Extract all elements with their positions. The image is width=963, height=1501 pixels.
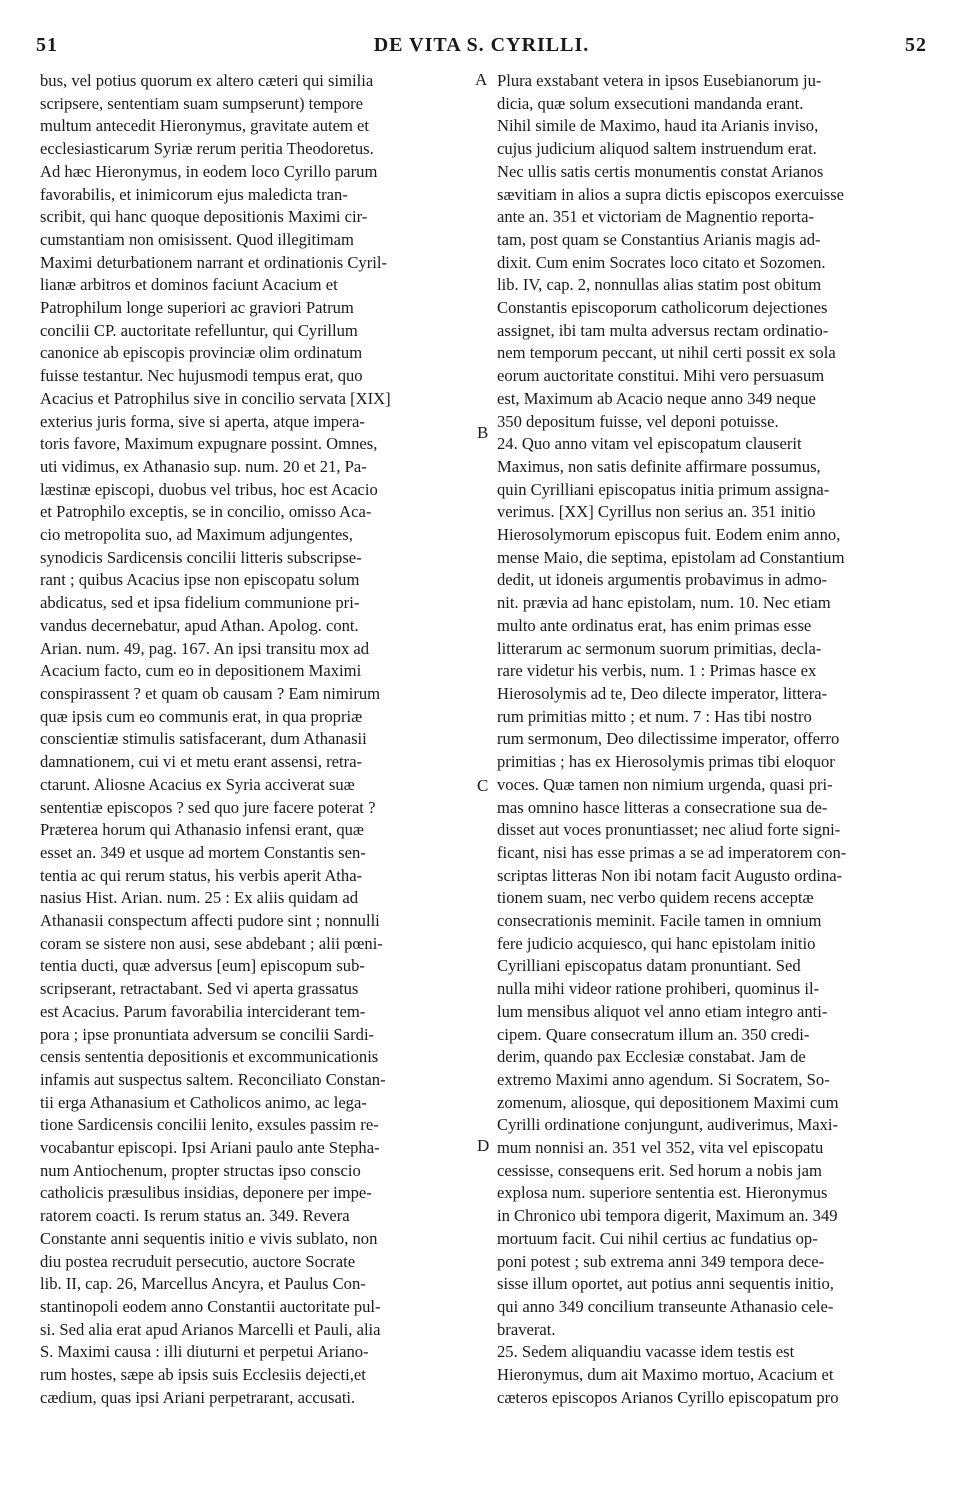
text-line: scriptas litteras Non ibi notam facit Augusto ordina- [497,865,843,885]
text-line: in Chronico ubi tempora digerit, Maximum an. 349 [497,1206,838,1226]
text-line: tione Sardicensis concilii lenito, exsules passim re- [40,1115,379,1135]
text-line: Cyrilliani episcopatus datam pronuntiant. Sed [497,956,801,976]
text-line: verimus. [XX] Cyrillus non serius an. 351 initio [497,502,816,522]
text-line: Plura exstabant vetera in ipsos Eusebianorum ju- [497,71,822,90]
text-line: explosa num. superiore sententia est. Hieronymus [497,1183,828,1203]
text-line: consecrationis meminit. Facile tamen in omnium [497,911,822,931]
text-line: pora ; ipse pronuntiata adversum se concilii Sardi- [40,1024,375,1044]
text-line: censis sententia depositionis et excommunicationis [40,1047,379,1067]
text-line: uti vidimus, ex Athanasio sup. num. 20 et 21, Pa- [40,456,367,476]
text-line: stantinopoli eodem anno Constantii auctoritate pul- [40,1296,381,1316]
text-line: catholicis præsulibus insidias, deponere per impe- [40,1183,372,1203]
text-line: ratorem coacti. Is rerum status an. 349. Revera [40,1206,350,1226]
text-line: nulla mihi videor ratione prohiberi, quominus il- [497,979,820,999]
text-line: lib. IV, cap. 2, nonnullas alias statim post obitum [497,275,822,295]
text-line: Ad hæc Hieronymus, in eodem loco Cyrillo parum [40,161,378,181]
text-line: infamis aut suspectus saltem. Reconciliato Constan- [40,1069,386,1089]
text-line: sententiæ episcopos ? sed quo jure facere poterat ? [40,797,376,817]
text-line: assignet, ibi tam multa adversus rectam ordinatio- [497,320,829,340]
text-line: Arian. num. 49, pag. 167. An ipsi transitu mox ad [40,638,370,658]
text-line: Nec ullis satis certis monumentis constat Arianos [497,161,824,181]
text-line: rum hostes, sæpe ab ipsis suis Ecclesiis dejecti,et [40,1365,366,1385]
text-line: nit. prævia ad hanc epistolam, num. 10. Nec etiam [497,593,831,613]
text-line: coram se sistere non ausi, sese abdebant ; alii pœni- [40,933,383,953]
text-line: esset an. 349 et usque ad mortem Constantis sen- [40,842,366,862]
text-line: cumstantiam non omisissent. Quod illegitimam [40,229,354,249]
text-line: ficant, nisi has esse primas a se ad imperatorem con- [497,842,847,862]
text-line: braverat. [497,1319,556,1339]
text-line: rant ; quibus Acacius ipse non episcopatu solum [40,570,360,590]
text-line: poni potest ; sub extrema anni 349 tempora dece- [497,1251,825,1271]
text-line: Cyrilli ordinatione conjungunt, audiverimus, Maxi- [497,1115,839,1135]
text-line: S. Maximi causa : illi diuturni et perpetui Ariano- [40,1342,369,1362]
text-line: sævitiam in alios a supra dictis episcopos exercuisse [497,184,845,204]
margin-marker-d: D [477,1136,490,1155]
left-column [40,70,472,1409]
text-line: cessisse, consequens erit. Sed horum a nobis jam [497,1160,822,1180]
text-line: concilii CP. auctoritate refelluntur, qui Cyrillum [40,320,358,340]
text-line: synodicis Sardicensis concilii litteris subscripse- [40,547,362,567]
text-line: mortuum facit. Cui nihil certius ac fundatius op- [497,1228,818,1248]
text-line: diu postea recruduit persecutio, auctore Socrate [40,1251,356,1271]
text-line: cujus judicium aliquod saltem instruendum erat. [497,139,817,159]
text-line: tionem suam, nec verbo quidem recens acceptæ [497,888,814,908]
text-line: si. Sed alia erat apud Arianos Marcelli et Pauli, alia [40,1319,381,1339]
text-line: nasius Hist. Arian. num. 25 : Ex aliis quidam ad [40,888,359,908]
text-line: Præterea horum qui Athanasio infensi erant, quæ [40,820,364,840]
right-column [497,70,927,1409]
text-line: cæteros episcopos Arianos Cyrillo episcopatum pro [497,1387,839,1407]
text-line: scribit, qui hanc quoque depositionis Maximi cir- [40,207,368,227]
text-line: num Antiochenum, propter structas ipso conscio [40,1160,361,1180]
text-line: exterius juris forma, sive si aperta, atque impera- [40,411,365,431]
page-header [36,30,927,60]
text-line: Maximus, non satis definite affirmare possumus, [497,456,821,476]
text-line: fere judicio acquiesco, qui hanc epistolam initio [497,933,816,953]
margin-marker-b: B [477,423,489,442]
text-line: dedit, ut idoneis argumentis probavimus in admo- [497,570,828,590]
text-line: vocabantur episcopi. Ipsi Ariani paulo ante Stepha- [40,1138,380,1158]
margin-marker-c: C [477,776,489,795]
text-line: multum antecedit Hieronymus, gravitate autem et [40,116,370,136]
text-line: rare videtur his verbis, num. 1 : Primas hasce ex [497,661,817,681]
text-line: Constantis episcoporum catholicorum dejectiones [497,298,828,318]
text-line: lib. II, cap. 26, Marcellus Ancyra, et Paulus Con- [40,1274,366,1294]
text-line: bus, vel potius quorum ex altero cæteri qui similia [40,71,374,90]
text-line: 24. Quo anno vitam vel episcopatum clauserit [497,434,802,454]
text-line: multo ante ordinatus erat, has enim primas esse [497,615,812,635]
text-line: Acacium facto, cum eo in depositionem Maximi [40,661,362,681]
text-line: mum nonnisi an. 351 vel 352, vita vel episcopatu [497,1138,824,1158]
text-line: toris favore, Maximum expugnare possint. Omnes, [40,434,378,454]
text-line: Hierosolymorum episcopus fuit. Eodem enim anno, [497,525,841,545]
text-line: zomenum, aliosque, qui depositionem Maximi cum [497,1092,839,1112]
text-line: lum mensibus aliquot vel anno etiam integro anti- [497,1001,828,1021]
text-line: tentia ac qui rerum status, his verbis aperit Atha- [40,865,363,885]
text-line: cipem. Quare consecratum illum an. 350 credi- [497,1024,810,1044]
text-line: Patrophilum longe superiori ac graviori Patrum [40,298,354,318]
text-line: favorabilis, et inimicorum ejus maledicta tran- [40,184,348,204]
text-line: litterarum ac sermonum suorum primitias, decla- [497,638,822,658]
text-line: voces. Quæ tamen non nimium urgenda, quasi pri- [497,774,833,794]
text-line: est, Maximum ab Acacio neque anno 349 neque [497,388,816,408]
text-line: dixit. Cum enim Socrates loco citato et Sozomen. [497,252,826,272]
text-line: extremo Maximi anno agendum. Si Socratem, So- [497,1069,830,1089]
text-line: abdicatus, sed et ipsa fidelium communione pri- [40,593,360,613]
text-line: sisse illum oportet, aut potius anni sequentis initio, [497,1274,834,1294]
text-line: dicia, quæ solum exsecutioni mandanda erant. [497,93,804,113]
page-number-left: 51 [36,34,58,56]
text-line: tentia ducti, quæ adversus [eum] episcopum sub- [40,956,365,976]
text-line: 25. Sedem aliquandiu vacasse idem testis est [497,1342,795,1362]
text-line: eorum auctoritate constitui. Mihi vero persuasum [497,366,825,386]
text-line: 350 depositum fuisse, vel deponi potuisse. [497,411,779,431]
text-line: damnationem, cui vi et metu erant assensi, retra- [40,752,363,772]
text-line: ctarunt. Aliosne Acacius ex Syria acciverat suæ [40,774,355,794]
text-line: et Patrophilo exceptis, se in concilio, omisso Aca- [40,502,372,522]
text-line: Nihil simile de Maximo, haud ita Arianis inviso, [497,116,819,136]
text-line: ecclesiasticarum Syriæ rerum peritia Theodoretus. [40,139,374,159]
text-line: rum sermonum, Deo dilectissime imperator, offerro [497,729,840,749]
text-line: derim, quando pax Ecclesiæ constabat. Jam de [497,1047,806,1067]
text-line: fuisse testantur. Nec hujusmodi tempus erat, quo [40,366,363,386]
text-line: cædium, quas ipsi Ariani perpetrarant, accusati. [40,1387,356,1407]
text-line: canonice ab episcopis provinciæ olim ordinatum [40,343,363,363]
text-line: rum primitias mitto ; et num. 7 : Has tibi nostro [497,706,812,726]
text-line: Athanasii conspectum affecti pudore sint ; nonnulli [40,911,380,931]
text-line: qui anno 349 concilium transeunte Athanasio cele- [497,1296,834,1316]
text-line: Maximi deturbationem narrant et ordinationis Cyril- [40,252,388,272]
text-line: conspirassent ? et quam ob causam ? Eam nimirum [40,683,381,703]
text-line: ante an. 351 et victoriam de Magnentio reporta- [497,207,815,227]
text-line: lianæ arbitros et dominos faciunt Acacium et [40,275,338,295]
text-line: primitias ; has ex Hierosolymis primas tibi eloquor [497,752,835,772]
margin-marker-a: A [475,70,488,89]
text-line: Hierosolymis ad te, Deo dilecte imperator, littera- [497,683,828,703]
text-line: mense Maio, die septima, epistolam ad Constantium [497,547,845,567]
text-line: est Acacius. Parum favorabilia interciderant tem- [40,1001,366,1021]
page-number-right: 52 [905,34,927,56]
text-line: scripsere, sententiam suam sumpserunt) tempore [40,93,364,113]
text-line: Acacius et Patrophilus sive in concilio servata [XIX] [40,388,391,408]
text-line: conscientiæ stimulis satisfacerant, dum Athanasii [40,729,367,749]
text-line: vandus decernebatur, apud Athan. Apolog. cont. [40,615,359,635]
text-line: cio metropolita suo, ad Maximum adjungentes, [40,525,353,545]
text-line: tii erga Athanasium et Catholicos animo, ac lega- [40,1092,367,1112]
text-line: mas omnino hasce litteras a consecratione sua de- [497,797,828,817]
text-line: quin Cyrilliani episcopatus initia primum assigna- [497,479,830,499]
running-title: DE VITA S. CYRILLI. [373,34,590,56]
text-line: disset aut voces pronuntiasset; nec aliud forte signi- [497,820,841,840]
text-line: Hieronymus, dum ait Maximo mortuo, Acacium et [497,1365,834,1385]
text-line: scripserant, retractabant. Sed vi aperta grassatus [40,979,359,999]
text-line: Constante anni sequentis initio e vivis sublato, non [40,1228,378,1248]
text-line: læstinæ episcopi, duobus vel tribus, hoc est Acacio [40,479,378,499]
text-line: nem temporum peccant, ut nihil certi possit ex sola [497,343,836,363]
text-line: tam, post quam se Constantius Arianis magis ad- [497,229,821,249]
text-line: quæ ipsis cum eo communis erat, in qua propriæ [40,706,363,726]
